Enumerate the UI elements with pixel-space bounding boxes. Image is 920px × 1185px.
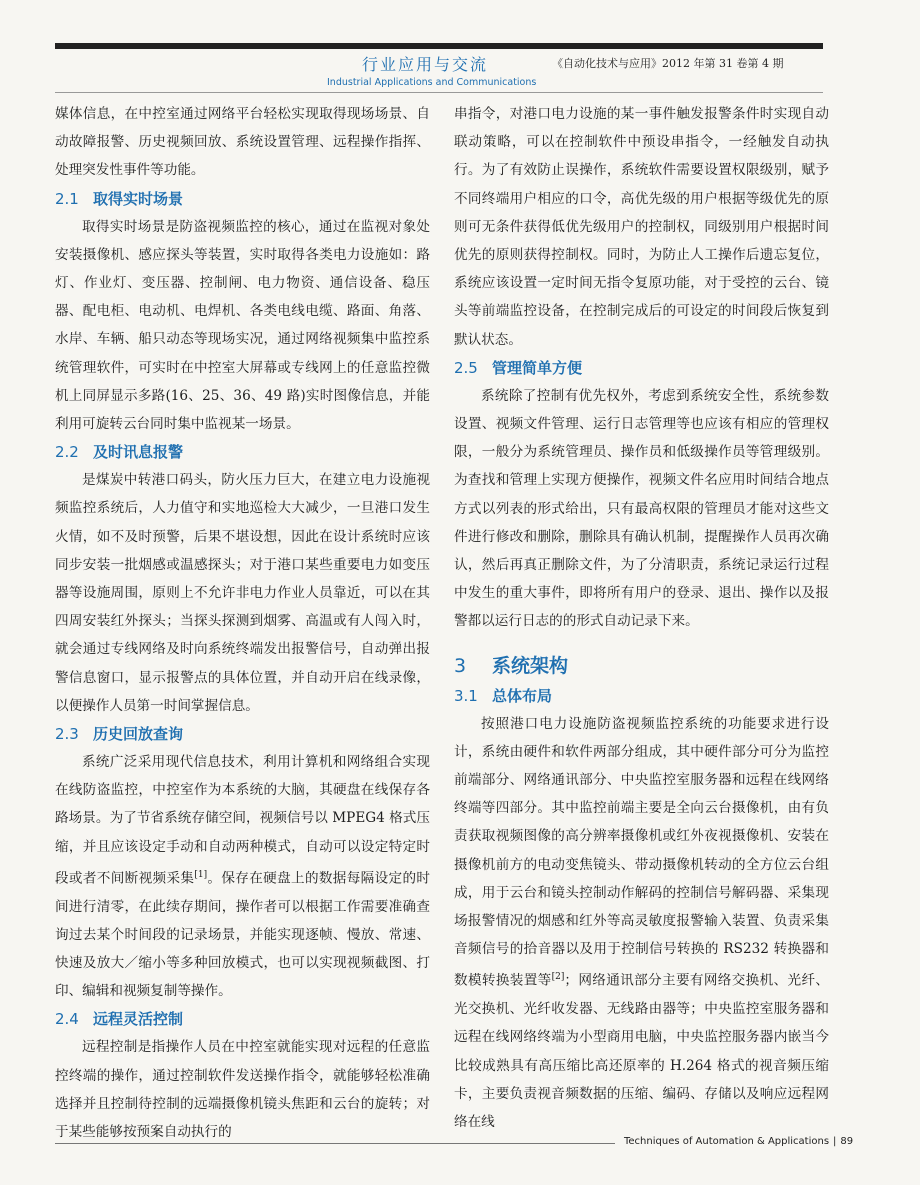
heading-2-3 [55,720,430,748]
right-column [454,100,829,1136]
paragraph: 系统除了控制有优先权外，考虑到系统安全性，系统参数设置、视频文件管理、运行日志管理等也应该有相应的管理权限，一般分为系统管理员、操作员和低级操作员等管理级别。为查找和管理上实现方便操作，视频文件名应用时间结合地点方式以列表的形式给出，只有最高权限的管理员才能对这些文件进行修改和删除，删除具有确认机制，提醒操作人员再次确认，然后再真正删除文件，为了分清职责，系统记录运行过程中发生的重大事件，即将所有用户的登录、退出、操作以及报警都以运行日志的的形式自动记录下来。 [454,387,829,630]
heading-number: 2.2 [55,443,79,462]
paragraph: 远程控制是指操作人员在中控室就能实现对远程的任意监控终端的操作，通过控制软件发送操作指令，就能够轻松准确选择并且控制待控制的远端摄像机镜头焦距和云台的旋转；对于某些能够按预案自动执行的 [55,1039,430,1141]
paragraph: 串指令，对港口电力设施的某一事件触发报警条件时实现自动联动策略，可以在控制软件中预设串指令，一经触发自动执行。为了有效防止误操作，系统软件需要设置权限级别，赋予不同终端用户相应的口令，高优先级的用户根据等级优先的原则可无条件获得低优先级用户的控制权，同级别用户根据时间优先的原则获得控制权。同时，为防止人工操作后遗忘复位，系统应该设置一定时间无指令复原功能，对于受控的云台、镜头等前端监控设备，在控制完成后的可设定的时间段后恢复到默认状态。 [454,106,829,348]
left-column [55,100,430,1146]
heading-number: 3 [454,654,467,677]
heading-2-2 [55,438,430,466]
heading-number: 2.4 [55,1010,79,1029]
page-number: 89 [840,1136,854,1147]
paragraph: 媒体信息，在中控室通过网络平台轻松实现取得现场场景、自动故障报警、历史视频回放、系统设置管理、远程操作指挥、处理突发性事件等功能。 [55,106,430,179]
paragraph: 是煤炭中转港口码头，防火压力巨大，在建立电力设施视频监控系统后，人力值守和实地巡检大大减少，一旦港口发生火情，如不及时预警，后果不堪设想，因此在设计系统时应该同步安装一批烟感或温感探头；对于港口某些重要电力如变压器等设施周围，原则上不允许非电力作业人员靠近，可以在其四周安装红外探头；当探头探测到烟雾、高温或有人闯入时，就会通过专线网络及时向系统终端发出报警信号，自动弹出报警信息窗口，显示报警点的具体位置，并自动开启在线录像，以便操作人员第一时间掌握信息。 [55,472,430,714]
heading-number: 2.1 [55,189,79,208]
paragraph [55,748,430,1005]
heading-2-1 [55,185,430,213]
paragraph-text: 按照港口电力设施防盗视频监控系统的功能要求进行设计，系统由硬件和软件两部分组成，其中硬件部分可分为监控前端部分、网络通讯部分、中央监控室服务器和远程在线网络终端等四部分。其中监控前端主要是全向云台摄像机，由有负责获取视频图像的高分辨率摄像机或红外夜视摄像机、安装在摄像机前方的电动变焦镜头、带动摄像机转动的全方位云台组成，用于云台和镜头控制动作解码的控制信号解码器、采集现场报警情况的烟感和红外等高灵敏度报警输入装置、负责采集音频信号的拾音器以及用于控制信号转换的 RS232 转换器和数模转换装置等 [454,715,829,990]
header-rule [55,92,823,93]
footer [624,1136,853,1147]
heading-title: 总体布局 [492,686,553,705]
heading-number: 2.5 [454,358,478,377]
heading-title: 历史回放查询 [93,725,184,744]
header-bar [55,43,823,49]
citation-ref: [1] [194,869,208,880]
heading-title: 远程灵活控制 [93,1010,184,1029]
journal-name-en: Techniques of Automation & Applications [624,1136,830,1147]
heading-title: 取得实时场景 [93,189,184,208]
heading-number: 2.3 [55,725,79,744]
citation-ref: [2] [551,972,565,983]
section-title-en: Industrial Applications and Communications [327,77,537,88]
paragraph-text: 系统广泛采用现代信息技术，利用计算机和网络组合实现在线防盗监控，中控室作为本系统的大脑，其硬盘在线保存各路场景。为了节省系统存储空间，视频信号以 MPEG4 格式压缩，并且应该设定手动和自动两种模式，自动可以设定特定时段或者不间断视频采集 [55,754,430,887]
paragraph-text: 。保存在硬盘上的数据每隔设定的时间进行清零，在此续存期间，操作者可以根据工作需要准确查询过去某个时间段的记录场景，并能实现逐帧、慢放、常速、快速及放大／缩小等多种回放模式，也可以实现视频截图、打印、编辑和视频复制等操作。 [55,870,431,1000]
section-title-cn: 行业应用与交流 [362,55,489,74]
heading-2-5 [454,354,829,382]
journal-citation: 《自动化技术与应用》2012 年第 31 卷第 4 期 [552,57,784,70]
heading-3 [454,650,829,682]
heading-2-4 [55,1005,430,1033]
heading-title: 管理简单方便 [492,358,583,377]
heading-number: 3.1 [454,686,478,705]
paragraph-text: ；网络通讯部分主要有网络交换机、光纤、光交换机、光纤收发器、无线路由器等；中央监控室服务器和远程在线网络终端为小型商用电脑，中央监控服务器内嵌当今比较成熟具有高压缩比高还原率的 H.264 格式的视音频压缩卡，主要负责视音频数据的压缩、编码、存储以及响应远程网络在线 [454,973,829,1131]
footer-rule [55,1143,615,1144]
heading-title: 系统架构 [492,654,569,677]
paragraph: 取得实时场景是防盗视频监控的核心，通过在监视对象处安装摄像机、感应探头等装置，实时取得各类电力设施如：路灯、作业灯、变压器、控制闸、电力物资、通信设备、稳压器、配电柜、电动机、电焊机、各类电线电缆、路面、角落、水岸、车辆、船只动态等现场实况，通过网络视频集中监控系统管理软件，可实时在中控室大屏幕或专线网上的任意监控微机上同屏显示多路(16、25、36、49 路)实时图像信息，并能利用可旋转云台同时集中监视某一场景。 [55,218,430,433]
heading-title: 及时讯息报警 [93,443,184,462]
paragraph [454,710,829,1137]
heading-3-1 [454,682,829,710]
footer-separator: | [833,1136,837,1147]
